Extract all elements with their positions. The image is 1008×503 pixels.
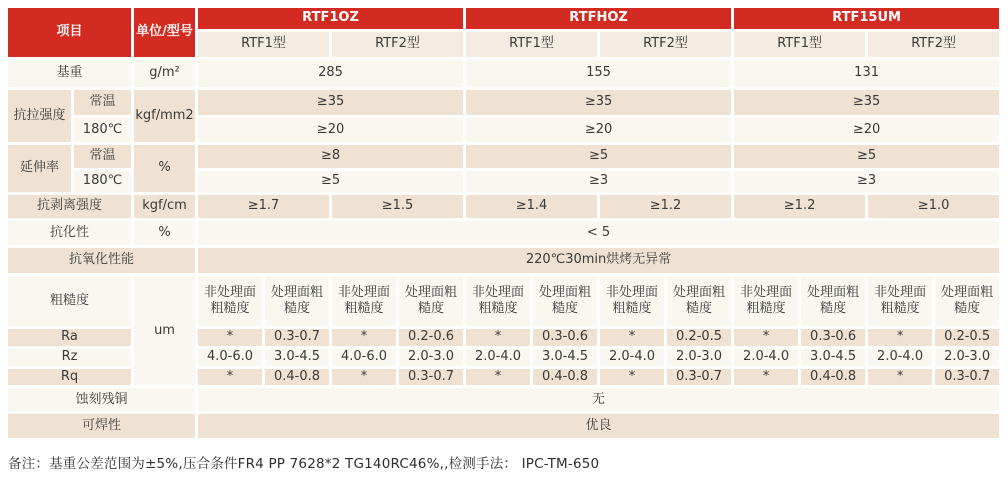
header-unit-label: 单位/型号	[134, 8, 195, 57]
ra-value-5: 0.3-0.6	[533, 329, 597, 346]
rq-value-8: *	[734, 369, 798, 385]
rz-value-4: 2.0-4.0	[466, 349, 530, 366]
peel-value-5: ≥1.0	[868, 195, 999, 218]
rq-value-10: *	[868, 369, 932, 385]
footer-note: 备注：基重公差范围为±5%,压合条件FR4 PP 7628*2 TG140RC46%,,检测手法： IPC-TM-650	[8, 456, 600, 473]
tensile-room-rtf1oz: ≥35	[198, 90, 463, 115]
roughness-subheader-8: 非处理面粗糙度	[734, 276, 798, 326]
roughness-subheader-9: 处理面粗糙度	[801, 276, 865, 326]
elongation-high-label: 180℃	[74, 171, 131, 192]
header-item-label: 项目	[8, 8, 131, 57]
rq-value-11: 0.3-0.7	[935, 369, 999, 385]
rq-value-7: 0.3-0.7	[667, 369, 731, 385]
rz-value-8: 2.0-4.0	[734, 349, 798, 366]
peel-value-3: ≥1.2	[600, 195, 731, 218]
basis-weight-label: 基重	[8, 60, 131, 87]
ra-value-8: *	[734, 329, 798, 346]
ra-value-1: 0.3-0.7	[265, 329, 329, 346]
ra-value-7: 0.2-0.5	[667, 329, 731, 346]
elongation-room-rtf15um: ≥5	[734, 145, 999, 168]
tensile-room-rtfhoz: ≥35	[466, 90, 731, 115]
ra-value-2: *	[332, 329, 396, 346]
tensile-unit: kgf/mm2	[134, 90, 195, 142]
roughness-subheader-3: 处理面粗糙度	[399, 276, 463, 326]
chemical-unit: %	[134, 221, 195, 245]
basis-weight-value-rtfhoz: 155	[466, 60, 731, 87]
peel-unit: kgf/cm	[134, 195, 195, 218]
rz-value-10: 2.0-4.0	[868, 349, 932, 366]
rz-value-2: 4.0-6.0	[332, 349, 396, 366]
rq-value-4: *	[466, 369, 530, 385]
header-group-rtf15um: RTF15UM	[734, 8, 999, 29]
roughness-subheader-10: 非处理面粗糙度	[868, 276, 932, 326]
row-peel-strength	[8, 195, 999, 218]
oxidation-value: 220℃30min烘烤无异常	[198, 248, 999, 273]
row-roughness-header	[8, 276, 999, 326]
solderability-value: 优良	[198, 414, 999, 438]
row-elongation-room	[8, 145, 999, 168]
header-type-rtf1oz-1: RTF1型	[198, 32, 329, 57]
roughness-subheader-4: 非处理面粗糙度	[466, 276, 530, 326]
elongation-room-rtfhoz: ≥5	[466, 145, 731, 168]
peel-value-4: ≥1.2	[734, 195, 865, 218]
etch-label: 蚀刻残铜	[8, 388, 195, 411]
chemical-value: < 5	[198, 221, 999, 245]
ra-value-4: *	[466, 329, 530, 346]
header-row-groups	[8, 8, 999, 29]
elongation-label: 延伸率	[8, 145, 71, 192]
basis-weight-unit: g/m²	[134, 60, 195, 87]
row-oxidation-resistance	[8, 248, 999, 273]
roughness-subheader-7: 处理面粗糙度	[667, 276, 731, 326]
elongation-unit: %	[134, 145, 195, 192]
header-type-rtf15um-1: RTF1型	[734, 32, 865, 57]
basis-weight-value-rtf1oz: 285	[198, 60, 463, 87]
rq-value-9: 0.4-0.8	[801, 369, 865, 385]
rq-value-1: 0.4-0.8	[265, 369, 329, 385]
roughness-subheader-2: 非处理面粗糙度	[332, 276, 396, 326]
basis-weight-value-rtf15um: 131	[734, 60, 999, 87]
page	[0, 5, 1008, 503]
rz-value-3: 2.0-3.0	[399, 349, 463, 366]
tensile-high-label: 180℃	[74, 118, 131, 142]
header-group-rtf1oz: RTF1OZ	[198, 8, 463, 29]
rz-value-0: 4.0-6.0	[198, 349, 262, 366]
rq-value-5: 0.4-0.8	[533, 369, 597, 385]
ra-value-10: *	[868, 329, 932, 346]
row-basis-weight	[8, 60, 999, 87]
roughness-unit: um	[134, 276, 195, 385]
tensile-high-rtf1oz: ≥20	[198, 118, 463, 142]
chemical-label: 抗化性	[8, 221, 131, 245]
header-type-rtf1oz-2: RTF2型	[332, 32, 463, 57]
roughness-subheader-5: 处理面粗糙度	[533, 276, 597, 326]
ra-value-9: 0.3-0.6	[801, 329, 865, 346]
rq-value-2: *	[332, 369, 396, 385]
header-type-rtf15um-2: RTF2型	[868, 32, 999, 57]
elongation-high-rtfhoz: ≥3	[466, 171, 731, 192]
ra-label: Ra	[8, 329, 131, 346]
roughness-subheader-1: 处理面粗糙度	[265, 276, 329, 326]
rz-value-11: 2.0-3.0	[935, 349, 999, 366]
oxidation-label: 抗氧化性能	[8, 248, 195, 273]
rq-label: Rq	[8, 369, 131, 385]
roughness-label: 粗糙度	[8, 276, 131, 326]
roughness-subheader-6: 非处理面粗糙度	[600, 276, 664, 326]
tensile-room-rtf15um: ≥35	[734, 90, 999, 115]
rz-value-7: 2.0-3.0	[667, 349, 731, 366]
tensile-high-rtfhoz: ≥20	[466, 118, 731, 142]
etch-value: 无	[198, 388, 999, 411]
roughness-subheader-0: 非处理面粗糙度	[198, 276, 262, 326]
rz-value-5: 3.0-4.5	[533, 349, 597, 366]
solderability-label: 可焊性	[8, 414, 195, 438]
ra-value-0: *	[198, 329, 262, 346]
rq-value-6: *	[600, 369, 664, 385]
header-type-rtfhoz-1: RTF1型	[466, 32, 597, 57]
row-solderability	[8, 414, 999, 438]
rz-value-6: 2.0-4.0	[600, 349, 664, 366]
rz-value-9: 3.0-4.5	[801, 349, 865, 366]
rq-value-3: 0.3-0.7	[399, 369, 463, 385]
header-group-rtfhoz: RTFHOZ	[466, 8, 731, 29]
tensile-label: 抗拉强度	[8, 90, 71, 142]
row-tensile-room	[8, 90, 999, 115]
ra-value-6: *	[600, 329, 664, 346]
rz-label: Rz	[8, 349, 131, 366]
ra-value-3: 0.2-0.6	[399, 329, 463, 346]
elongation-room-rtf1oz: ≥8	[198, 145, 463, 168]
rq-value-0: *	[198, 369, 262, 385]
roughness-subheader-11: 处理面粗糙度	[935, 276, 999, 326]
peel-label: 抗剥离强度	[8, 195, 131, 218]
elongation-high-rtf15um: ≥3	[734, 171, 999, 192]
row-chemical-resistance	[8, 221, 999, 245]
row-etch-residual	[8, 388, 999, 411]
peel-value-1: ≥1.5	[332, 195, 463, 218]
rz-value-1: 3.0-4.5	[265, 349, 329, 366]
elongation-room-label: 常温	[74, 145, 131, 168]
peel-value-2: ≥1.4	[466, 195, 597, 218]
header-type-rtfhoz-2: RTF2型	[600, 32, 731, 57]
elongation-high-rtf1oz: ≥5	[198, 171, 463, 192]
ra-value-11: 0.2-0.5	[935, 329, 999, 346]
spec-table	[5, 5, 1002, 441]
tensile-room-label: 常温	[74, 90, 131, 115]
tensile-high-rtf15um: ≥20	[734, 118, 999, 142]
peel-value-0: ≥1.7	[198, 195, 329, 218]
